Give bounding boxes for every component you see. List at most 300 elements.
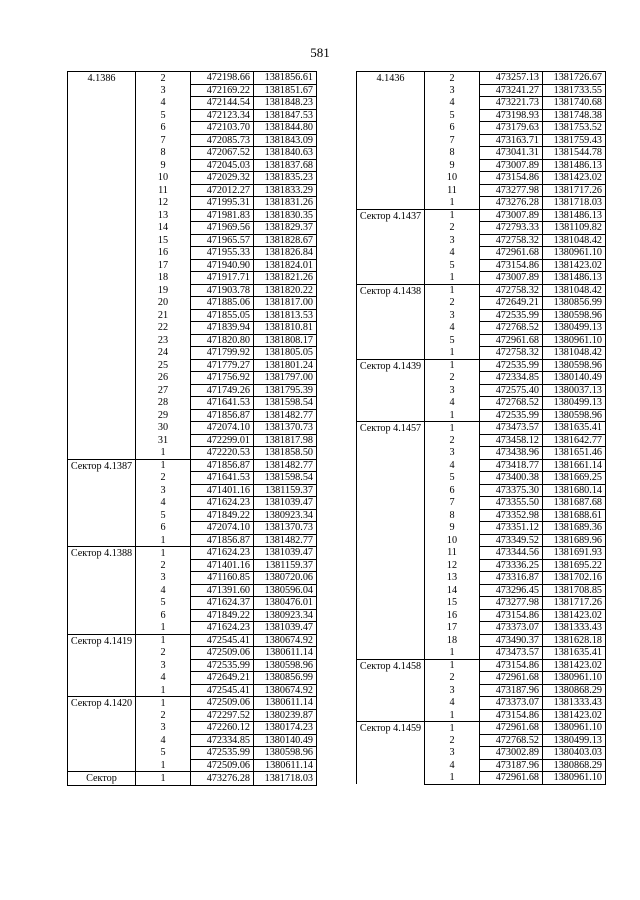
coordinate-x: 472029.32 bbox=[191, 172, 254, 185]
coordinate-x: 472535.99 bbox=[480, 409, 543, 422]
coordinate-x: 472961.68 bbox=[480, 722, 543, 735]
sector-label-text: Сектор 4.1457 bbox=[359, 423, 422, 434]
coordinate-x: 473277.98 bbox=[480, 184, 543, 197]
sector-label bbox=[357, 359, 425, 422]
coordinate-y: 1381824.01 bbox=[254, 259, 317, 272]
point-number: 3 bbox=[136, 659, 191, 672]
coordinate-x: 472085.73 bbox=[191, 134, 254, 147]
coordinate-y: 1381837.68 bbox=[254, 159, 317, 172]
coordinate-y: 1381830.35 bbox=[254, 209, 317, 222]
coordinate-y: 1380598.96 bbox=[543, 359, 606, 372]
point-number: 2 bbox=[136, 559, 191, 572]
point-number: 8 bbox=[425, 147, 480, 160]
coordinate-row bbox=[357, 359, 606, 372]
coordinate-x: 472169.22 bbox=[191, 84, 254, 97]
coordinate-x: 472768.52 bbox=[480, 734, 543, 747]
coordinate-x: 472067.52 bbox=[191, 147, 254, 160]
point-number: 1 bbox=[136, 772, 191, 786]
coordinate-x: 471981.83 bbox=[191, 209, 254, 222]
coordinate-x: 472334.85 bbox=[480, 372, 543, 385]
coordinate-y: 1381048.42 bbox=[543, 284, 606, 297]
coordinate-y: 1381851.67 bbox=[254, 84, 317, 97]
point-number: 1 bbox=[136, 759, 191, 772]
coordinate-x: 471995.31 bbox=[191, 197, 254, 210]
point-number: 24 bbox=[136, 347, 191, 360]
coordinate-x: 471799.92 bbox=[191, 347, 254, 360]
coordinate-x: 473187.96 bbox=[480, 684, 543, 697]
coordinate-y: 1380961.10 bbox=[543, 772, 606, 785]
point-number: 18 bbox=[136, 272, 191, 285]
point-number: 3 bbox=[425, 309, 480, 322]
coordinate-x: 471917.71 bbox=[191, 272, 254, 285]
coordinate-x: 472297.52 bbox=[191, 709, 254, 722]
point-number: 16 bbox=[136, 247, 191, 260]
coordinate-y: 1381689.36 bbox=[543, 522, 606, 535]
coordinate-row bbox=[357, 72, 606, 85]
coordinate-y: 1380598.96 bbox=[543, 309, 606, 322]
coordinate-y: 1381817.98 bbox=[254, 434, 317, 447]
coordinate-y: 1381813.53 bbox=[254, 309, 317, 322]
coordinate-x: 471160.85 bbox=[191, 572, 254, 585]
coordinate-x: 472768.52 bbox=[480, 397, 543, 410]
point-number: 9 bbox=[425, 522, 480, 535]
coordinate-row bbox=[68, 697, 317, 710]
coordinate-x: 472961.68 bbox=[480, 672, 543, 685]
sector-label bbox=[357, 209, 425, 284]
point-number: 5 bbox=[136, 597, 191, 610]
coordinate-y: 1381669.25 bbox=[543, 472, 606, 485]
coordinate-x: 472123.34 bbox=[191, 109, 254, 122]
coordinate-x: 472758.32 bbox=[480, 347, 543, 360]
sector-label bbox=[357, 284, 425, 359]
point-number: 2 bbox=[136, 647, 191, 660]
point-number: 16 bbox=[425, 609, 480, 622]
coordinate-x: 473336.25 bbox=[480, 559, 543, 572]
point-number: 19 bbox=[136, 284, 191, 297]
coordinate-y: 1380611.14 bbox=[254, 759, 317, 772]
coordinate-x: 472649.21 bbox=[191, 672, 254, 685]
coordinate-x: 471756.92 bbox=[191, 372, 254, 385]
coordinate-x: 472535.99 bbox=[191, 659, 254, 672]
coordinate-y: 1381039.47 bbox=[254, 497, 317, 510]
coordinate-x: 471749.26 bbox=[191, 384, 254, 397]
coordinate-y: 1381805.05 bbox=[254, 347, 317, 360]
sector-label-text: Сектор 4.1419 bbox=[70, 635, 133, 647]
coordinate-x: 472793.33 bbox=[480, 222, 543, 235]
sector-label-text: Сектор 4.1439 bbox=[359, 360, 422, 372]
coordinate-x: 472535.99 bbox=[480, 309, 543, 322]
coordinate-y: 1381801.24 bbox=[254, 359, 317, 372]
point-number: 22 bbox=[136, 322, 191, 335]
coordinate-x: 473352.98 bbox=[480, 509, 543, 522]
coordinate-y: 1380598.96 bbox=[254, 659, 317, 672]
coordinate-y: 1381835.23 bbox=[254, 172, 317, 185]
coordinate-y: 1381598.54 bbox=[254, 397, 317, 410]
coordinate-x: 472144.54 bbox=[191, 97, 254, 110]
coordinate-x: 473277.98 bbox=[480, 597, 543, 610]
coordinate-x: 471401.16 bbox=[191, 484, 254, 497]
coordinate-y: 1380598.96 bbox=[254, 747, 317, 760]
point-number: 9 bbox=[136, 159, 191, 172]
coordinate-y: 1380961.10 bbox=[543, 247, 606, 260]
coordinate-y: 1381829.37 bbox=[254, 222, 317, 235]
coordinate-x: 473007.89 bbox=[480, 272, 543, 285]
coordinate-x: 471855.05 bbox=[191, 309, 254, 322]
coordinate-y: 1381370.73 bbox=[254, 422, 317, 435]
coordinate-x: 471965.57 bbox=[191, 234, 254, 247]
point-number: 1 bbox=[425, 209, 480, 222]
coordinate-y: 1380674.92 bbox=[254, 684, 317, 697]
coordinate-y: 1380611.14 bbox=[254, 697, 317, 710]
coordinate-y: 1380856.99 bbox=[254, 672, 317, 685]
coordinate-y: 1381423.02 bbox=[543, 609, 606, 622]
coordinate-x: 471969.56 bbox=[191, 222, 254, 235]
coordinate-x: 473041.31 bbox=[480, 147, 543, 160]
coordinate-x: 473296.45 bbox=[480, 584, 543, 597]
point-number: 7 bbox=[425, 497, 480, 510]
coordinate-x: 473007.89 bbox=[480, 159, 543, 172]
point-number: 4 bbox=[136, 497, 191, 510]
coordinate-y: 1380720.06 bbox=[254, 572, 317, 585]
coordinate-x: 471940.90 bbox=[191, 259, 254, 272]
coordinate-row bbox=[357, 422, 606, 435]
coordinate-y: 1381833.29 bbox=[254, 184, 317, 197]
sector-label-text: Сектор 4.1438 bbox=[359, 285, 422, 297]
coordinate-x: 472045.03 bbox=[191, 159, 254, 172]
coordinate-x: 473154.86 bbox=[480, 172, 543, 185]
sector-label bbox=[68, 697, 136, 772]
coordinate-row bbox=[68, 459, 317, 472]
coordinate-x: 473179.63 bbox=[480, 122, 543, 135]
point-number: 1 bbox=[425, 422, 480, 435]
coordinate-y: 1380174.23 bbox=[254, 722, 317, 735]
coordinate-x: 473276.28 bbox=[191, 772, 254, 786]
point-number: 20 bbox=[136, 297, 191, 310]
coordinate-x: 473473.57 bbox=[480, 647, 543, 660]
sector-label bbox=[357, 659, 425, 722]
coordinate-x: 472545.41 bbox=[191, 634, 254, 647]
coordinate-y: 1381733.55 bbox=[543, 84, 606, 97]
point-number: 8 bbox=[425, 509, 480, 522]
right-coordinates-table bbox=[356, 71, 606, 785]
point-number: 12 bbox=[136, 197, 191, 210]
coordinate-x: 473221.73 bbox=[480, 97, 543, 110]
coordinate-y: 1380140.49 bbox=[254, 734, 317, 747]
coordinate-x: 473002.89 bbox=[480, 747, 543, 760]
coordinate-y: 1380499.13 bbox=[543, 397, 606, 410]
coordinate-y: 1380674.92 bbox=[254, 634, 317, 647]
sector-label bbox=[68, 72, 136, 460]
coordinate-x: 473154.86 bbox=[480, 259, 543, 272]
point-number: 6 bbox=[425, 122, 480, 135]
point-number: 3 bbox=[425, 84, 480, 97]
point-number: 3 bbox=[425, 447, 480, 460]
left-coordinates-table bbox=[67, 71, 317, 786]
coordinate-y: 1381159.37 bbox=[254, 559, 317, 572]
point-number: 4 bbox=[425, 397, 480, 410]
sector-label-text: Сектор 4.1437 bbox=[359, 210, 422, 222]
coordinate-y: 1380961.10 bbox=[543, 722, 606, 735]
coordinate-y: 1381486.13 bbox=[543, 159, 606, 172]
point-number: 14 bbox=[425, 584, 480, 597]
coordinate-y: 1381844.80 bbox=[254, 122, 317, 135]
coordinate-x: 471903.78 bbox=[191, 284, 254, 297]
point-number: 1 bbox=[425, 722, 480, 735]
point-number: 5 bbox=[425, 334, 480, 347]
coordinate-x: 473344.56 bbox=[480, 547, 543, 560]
sector-label bbox=[357, 722, 425, 785]
point-number: 1 bbox=[136, 622, 191, 635]
coordinate-x: 471955.33 bbox=[191, 247, 254, 260]
coordinate-x: 473373.07 bbox=[480, 697, 543, 710]
coordinate-x: 473276.28 bbox=[480, 197, 543, 210]
point-number: 13 bbox=[425, 572, 480, 585]
point-number: 15 bbox=[425, 597, 480, 610]
coordinate-y: 1381482.77 bbox=[254, 409, 317, 422]
coordinate-y: 1381628.18 bbox=[543, 634, 606, 647]
point-number: 3 bbox=[136, 484, 191, 497]
point-number: 4 bbox=[425, 697, 480, 710]
coordinate-x: 472575.40 bbox=[480, 384, 543, 397]
coordinate-x: 472198.66 bbox=[191, 72, 254, 85]
point-number: 2 bbox=[425, 72, 480, 85]
point-number: 27 bbox=[136, 384, 191, 397]
coordinate-row bbox=[357, 722, 606, 735]
point-number: 1 bbox=[425, 647, 480, 660]
coordinate-y: 1381635.41 bbox=[543, 422, 606, 435]
coordinate-y: 1381695.22 bbox=[543, 559, 606, 572]
coordinate-y: 1381687.68 bbox=[543, 497, 606, 510]
point-number: 2 bbox=[136, 709, 191, 722]
coordinate-x: 471401.16 bbox=[191, 559, 254, 572]
point-number: 30 bbox=[136, 422, 191, 435]
coordinate-x: 471641.53 bbox=[191, 397, 254, 410]
point-number: 4 bbox=[136, 97, 191, 110]
coordinate-x: 473007.89 bbox=[480, 209, 543, 222]
point-number: 2 bbox=[136, 472, 191, 485]
coordinate-x: 471856.87 bbox=[191, 459, 254, 472]
point-number: 3 bbox=[136, 572, 191, 585]
coordinate-x: 471624.23 bbox=[191, 547, 254, 560]
point-number: 29 bbox=[136, 409, 191, 422]
coordinate-y: 1381661.14 bbox=[543, 459, 606, 472]
coordinate-x: 472545.41 bbox=[191, 684, 254, 697]
coordinate-x: 472758.32 bbox=[480, 284, 543, 297]
coordinate-x: 473154.86 bbox=[480, 609, 543, 622]
coordinate-x: 472260.12 bbox=[191, 722, 254, 735]
coordinate-x: 471779.27 bbox=[191, 359, 254, 372]
coordinate-y: 1380598.96 bbox=[543, 409, 606, 422]
point-number: 4 bbox=[425, 759, 480, 772]
coordinate-x: 473458.12 bbox=[480, 434, 543, 447]
coordinate-y: 1381482.77 bbox=[254, 459, 317, 472]
coordinate-y: 1380868.29 bbox=[543, 684, 606, 697]
sector-label bbox=[68, 634, 136, 697]
coordinate-x: 472074.10 bbox=[191, 522, 254, 535]
coordinate-row bbox=[357, 284, 606, 297]
point-number: 14 bbox=[136, 222, 191, 235]
coordinate-y: 1380037.13 bbox=[543, 384, 606, 397]
sector-label-text: 4.1386 bbox=[87, 73, 116, 84]
point-number: 1 bbox=[425, 347, 480, 360]
coordinate-x: 471856.87 bbox=[191, 534, 254, 547]
coordinate-y: 1381423.02 bbox=[543, 259, 606, 272]
point-number: 5 bbox=[425, 259, 480, 272]
point-number: 1 bbox=[136, 534, 191, 547]
coordinate-y: 1381642.77 bbox=[543, 434, 606, 447]
point-number: 12 bbox=[425, 559, 480, 572]
coordinate-y: 1381753.52 bbox=[543, 122, 606, 135]
sector-label-text: Сектор 4.1387 bbox=[70, 460, 133, 472]
point-number: 1 bbox=[425, 272, 480, 285]
point-number: 5 bbox=[136, 509, 191, 522]
point-number: 10 bbox=[425, 534, 480, 547]
coordinate-y: 1381821.26 bbox=[254, 272, 317, 285]
point-number: 2 bbox=[425, 672, 480, 685]
coordinate-y: 1381048.42 bbox=[543, 234, 606, 247]
coordinate-x: 473418.77 bbox=[480, 459, 543, 472]
coordinate-x: 473351.12 bbox=[480, 522, 543, 535]
coordinate-y: 1381486.13 bbox=[543, 272, 606, 285]
coordinate-row bbox=[68, 634, 317, 647]
coordinate-y: 1381702.16 bbox=[543, 572, 606, 585]
coordinate-y: 1381848.23 bbox=[254, 97, 317, 110]
coordinate-y: 1381718.03 bbox=[254, 772, 317, 786]
point-number: 7 bbox=[425, 134, 480, 147]
coordinate-x: 473373.07 bbox=[480, 622, 543, 635]
coordinate-x: 472758.32 bbox=[480, 234, 543, 247]
coordinate-x: 473438.96 bbox=[480, 447, 543, 460]
coordinate-y: 1381856.61 bbox=[254, 72, 317, 85]
coordinate-y: 1381717.26 bbox=[543, 597, 606, 610]
coordinate-y: 1381691.93 bbox=[543, 547, 606, 560]
point-number: 4 bbox=[425, 247, 480, 260]
sector-label bbox=[68, 547, 136, 635]
point-number: 4 bbox=[425, 97, 480, 110]
coordinate-y: 1381817.00 bbox=[254, 297, 317, 310]
coordinate-x: 473198.93 bbox=[480, 109, 543, 122]
coordinate-y: 1381759.43 bbox=[543, 134, 606, 147]
coordinate-y: 1381635.41 bbox=[543, 647, 606, 660]
sector-label-text: Сектор bbox=[86, 773, 117, 784]
coordinate-x: 471391.60 bbox=[191, 584, 254, 597]
coordinate-x: 472509.06 bbox=[191, 697, 254, 710]
coordinate-x: 473154.86 bbox=[480, 659, 543, 672]
coordinate-x: 471624.23 bbox=[191, 622, 254, 635]
sector-label bbox=[357, 422, 425, 660]
coordinate-y: 1380476.01 bbox=[254, 597, 317, 610]
point-number: 6 bbox=[136, 609, 191, 622]
point-number: 17 bbox=[425, 622, 480, 635]
point-number: 21 bbox=[136, 309, 191, 322]
page-number: 581 bbox=[310, 45, 330, 60]
point-number: 10 bbox=[136, 172, 191, 185]
sector-label bbox=[357, 72, 425, 210]
coordinate-y: 1381039.47 bbox=[254, 547, 317, 560]
coordinate-y: 1381826.84 bbox=[254, 247, 317, 260]
coordinate-y: 1381808.17 bbox=[254, 334, 317, 347]
sector-label-text: Сектор 4.1458 bbox=[359, 660, 422, 672]
sector-label-text: Сектор 4.1420 bbox=[70, 698, 133, 709]
point-number: 3 bbox=[425, 384, 480, 397]
sector-label bbox=[68, 772, 136, 786]
coordinate-x: 473316.87 bbox=[480, 572, 543, 585]
point-number: 3 bbox=[425, 684, 480, 697]
point-number: 4 bbox=[136, 584, 191, 597]
coordinate-y: 1380499.13 bbox=[543, 322, 606, 335]
coordinate-x: 473490.37 bbox=[480, 634, 543, 647]
coordinate-y: 1380868.29 bbox=[543, 759, 606, 772]
point-number: 1 bbox=[136, 684, 191, 697]
point-number: 1 bbox=[425, 409, 480, 422]
sector-label-text: Сектор 4.1388 bbox=[70, 548, 133, 559]
point-number: 13 bbox=[136, 209, 191, 222]
coordinate-y: 1381486.13 bbox=[543, 209, 606, 222]
coordinate-y: 1380856.99 bbox=[543, 297, 606, 310]
point-number: 7 bbox=[136, 134, 191, 147]
coordinate-y: 1381795.39 bbox=[254, 384, 317, 397]
point-number: 25 bbox=[136, 359, 191, 372]
point-number: 1 bbox=[136, 459, 191, 472]
coordinate-x: 472961.68 bbox=[480, 334, 543, 347]
coordinate-y: 1380403.03 bbox=[543, 747, 606, 760]
point-number: 1 bbox=[425, 659, 480, 672]
point-number: 1 bbox=[425, 197, 480, 210]
coordinate-x: 472509.06 bbox=[191, 759, 254, 772]
point-number: 2 bbox=[425, 222, 480, 235]
point-number: 6 bbox=[425, 484, 480, 497]
coordinate-y: 1381831.26 bbox=[254, 197, 317, 210]
coordinate-x: 471820.80 bbox=[191, 334, 254, 347]
coordinate-x: 472535.99 bbox=[480, 359, 543, 372]
coordinate-y: 1381810.81 bbox=[254, 322, 317, 335]
coordinate-x: 472103.70 bbox=[191, 122, 254, 135]
point-number: 18 bbox=[425, 634, 480, 647]
coordinate-x: 472074.10 bbox=[191, 422, 254, 435]
coordinate-x: 472509.06 bbox=[191, 647, 254, 660]
coordinate-x: 472012.27 bbox=[191, 184, 254, 197]
coordinate-y: 1381726.67 bbox=[543, 72, 606, 85]
point-number: 5 bbox=[425, 109, 480, 122]
coordinate-x: 471885.06 bbox=[191, 297, 254, 310]
coordinate-y: 1380140.49 bbox=[543, 372, 606, 385]
point-number: 3 bbox=[425, 747, 480, 760]
coordinate-y: 1381651.46 bbox=[543, 447, 606, 460]
coordinate-x: 473349.52 bbox=[480, 534, 543, 547]
coordinate-y: 1381820.22 bbox=[254, 284, 317, 297]
sector-label-text: Сектор 4.1459 bbox=[359, 723, 422, 734]
point-number: 1 bbox=[425, 709, 480, 722]
coordinate-y: 1381423.02 bbox=[543, 172, 606, 185]
coordinate-y: 1381048.42 bbox=[543, 347, 606, 360]
coordinate-row bbox=[68, 72, 317, 85]
point-number: 6 bbox=[136, 522, 191, 535]
point-number: 2 bbox=[425, 434, 480, 447]
coordinate-x: 473400.38 bbox=[480, 472, 543, 485]
coordinate-x: 473473.57 bbox=[480, 422, 543, 435]
coordinate-y: 1381688.61 bbox=[543, 509, 606, 522]
coordinate-x: 472961.68 bbox=[480, 772, 543, 785]
point-number: 31 bbox=[136, 434, 191, 447]
point-number: 26 bbox=[136, 372, 191, 385]
coordinate-y: 1381423.02 bbox=[543, 709, 606, 722]
coordinate-row bbox=[68, 547, 317, 560]
coordinate-y: 1381423.02 bbox=[543, 659, 606, 672]
coordinate-x: 472961.68 bbox=[480, 247, 543, 260]
point-number: 4 bbox=[425, 459, 480, 472]
coordinate-x: 472649.21 bbox=[480, 297, 543, 310]
point-number: 5 bbox=[425, 472, 480, 485]
